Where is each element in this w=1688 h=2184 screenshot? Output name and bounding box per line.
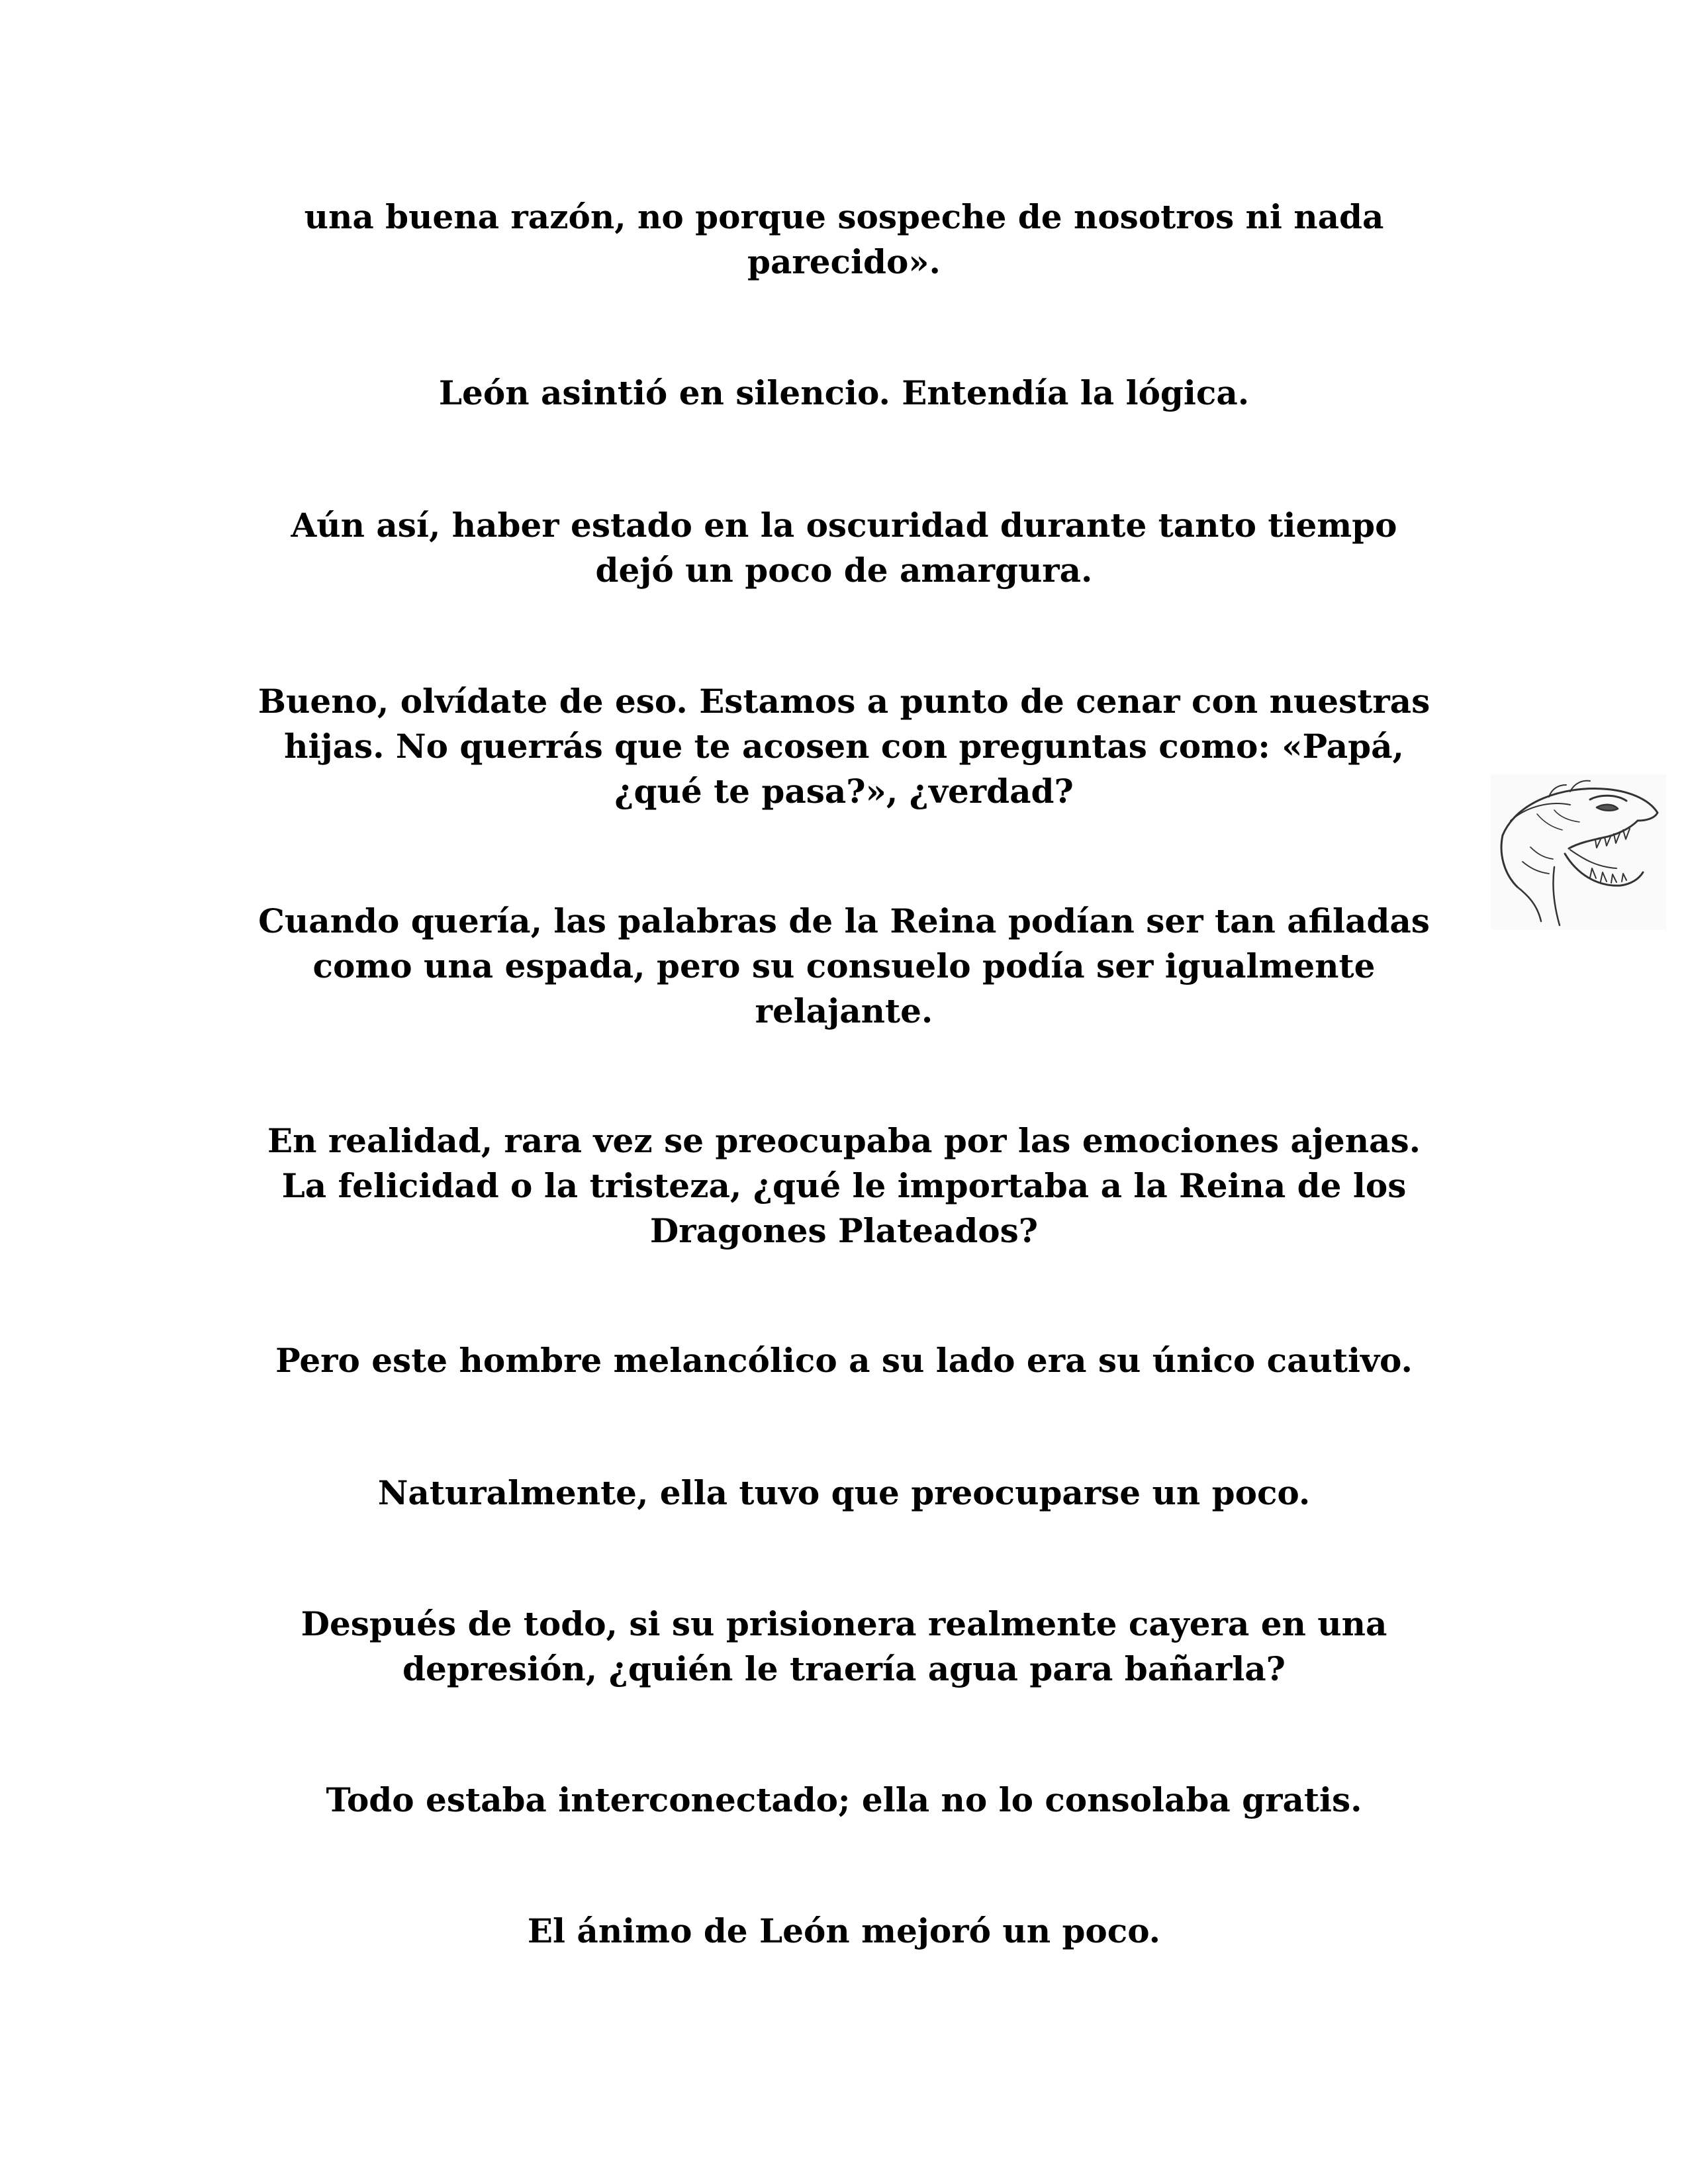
paragraph-4-line-3: ¿qué te pasa?», ¿verdad? bbox=[614, 772, 1074, 811]
paragraph-5 bbox=[225, 899, 1463, 1034]
paragraph-10 bbox=[225, 1778, 1463, 1823]
paragraph-11 bbox=[225, 1909, 1463, 1954]
paragraph-9 bbox=[225, 1602, 1463, 1692]
paragraph-8-line-1: Naturalmente, ella tuvo que preocuparse un poco. bbox=[377, 1473, 1311, 1512]
paragraph-1-line-1: una buena razón, no porque sospeche de nosotros ni nada bbox=[304, 197, 1384, 236]
paragraph-6-line-3: Dragones Plateados? bbox=[649, 1211, 1039, 1250]
paragraph-7 bbox=[225, 1338, 1463, 1383]
paragraph-5-line-3: relajante. bbox=[755, 991, 933, 1030]
paragraph-6 bbox=[225, 1118, 1463, 1253]
paragraph-4 bbox=[225, 679, 1463, 814]
paragraph-1 bbox=[225, 195, 1463, 285]
paragraph-5-line-1: Cuando quería, las palabras de la Reina podían ser tan afiladas bbox=[258, 901, 1430, 940]
paragraph-4-line-1: Bueno, olvídate de eso. Estamos a punto de cenar con nuestras bbox=[258, 682, 1430, 721]
paragraph-3-line-1: Aún así, haber estado en la oscuridad durante tanto tiempo bbox=[291, 506, 1397, 545]
paragraph-4-line-2: hijas. No querrás que te acosen con preguntas como: «Papá, bbox=[284, 727, 1404, 766]
paragraph-11-line-1: El ánimo de León mejoró un poco. bbox=[527, 1911, 1161, 1950]
paragraph-3 bbox=[225, 503, 1463, 593]
paragraph-1-line-2: parecido». bbox=[747, 242, 941, 281]
paragraph-7-line-1: Pero este hombre melancólico a su lado era su único cautivo. bbox=[275, 1341, 1413, 1380]
paragraph-2-line-1: León asintió en silencio. Entendía la lógica. bbox=[438, 373, 1250, 412]
paragraph-9-line-1: Después de todo, si su prisionera realmente cayera en una bbox=[301, 1604, 1387, 1643]
paragraph-5-line-2: como una espada, pero su consuelo podía ser igualmente bbox=[312, 946, 1376, 985]
paragraph-2 bbox=[225, 371, 1463, 416]
paragraph-6-line-2: La felicidad o la tristeza, ¿qué le importaba a la Reina de los bbox=[281, 1166, 1407, 1205]
paragraph-6-line-1: En realidad, rara vez se preocupaba por las emociones ajenas. bbox=[267, 1121, 1421, 1160]
dragon-head-sketch-icon bbox=[1491, 774, 1666, 930]
paragraph-8 bbox=[225, 1471, 1463, 1516]
paragraph-10-line-1: Todo estaba interconectado; ella no lo consolaba gratis. bbox=[326, 1780, 1362, 1819]
paragraph-3-line-2: dejó un poco de amargura. bbox=[595, 551, 1093, 590]
paragraph-9-line-2: depresión, ¿quién le traería agua para bañarla? bbox=[402, 1649, 1286, 1688]
